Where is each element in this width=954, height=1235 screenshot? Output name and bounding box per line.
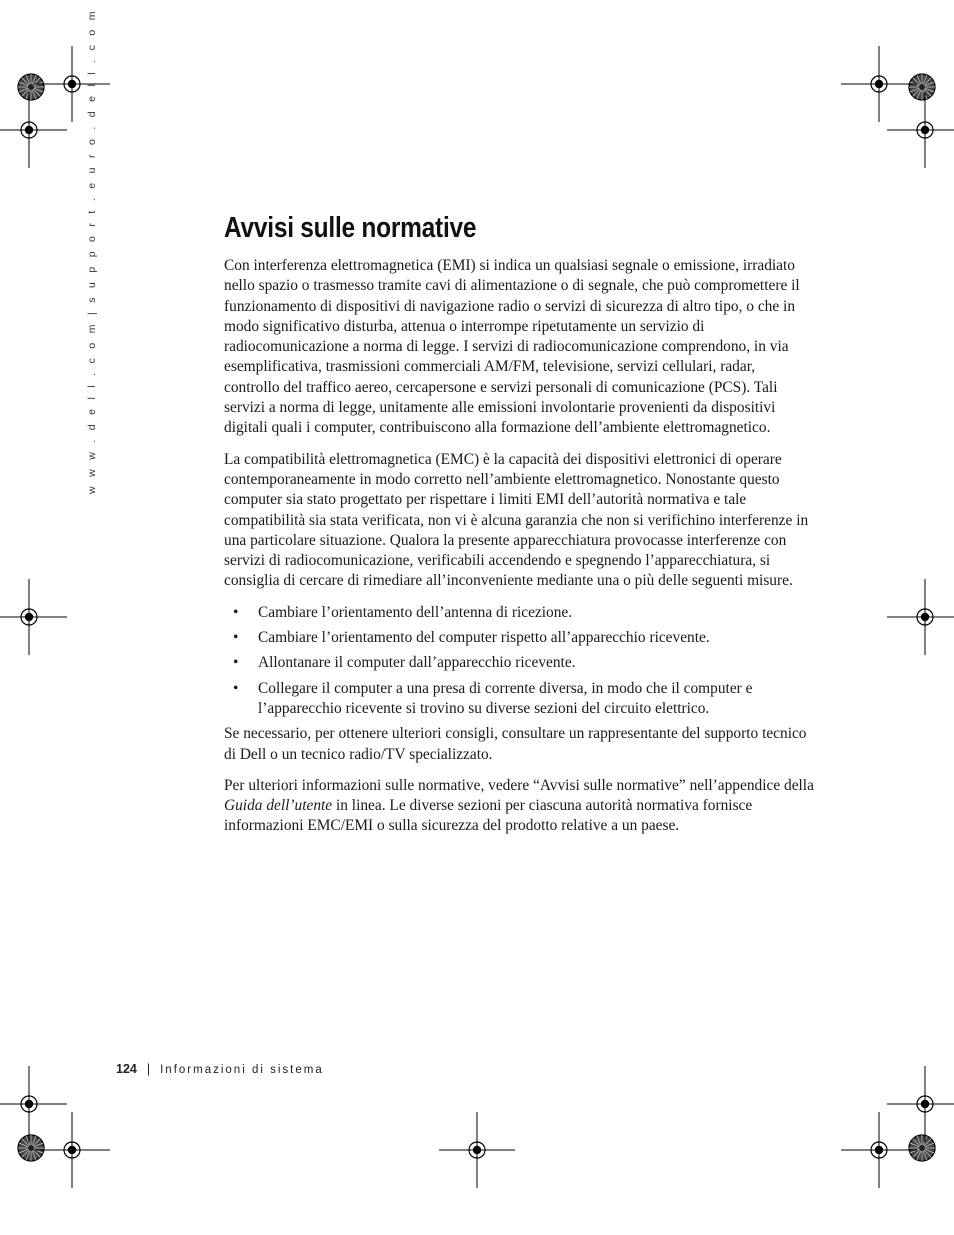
registration-mark-icon	[0, 1066, 67, 1142]
registration-mark-icon	[439, 1112, 515, 1188]
guide-title-reference: Guida dell’utente	[224, 797, 333, 815]
footer-separator: |	[146, 1062, 151, 1076]
list-item-text: Cambiare l’orientamento dell’antenna di ricezione.	[258, 603, 573, 621]
color-bar-star-icon	[909, 1135, 935, 1161]
registration-mark-icon	[0, 92, 67, 168]
bullet-list	[224, 603, 814, 719]
color-bar-star-icon	[909, 74, 935, 100]
body-content	[224, 256, 814, 848]
list-item-text: Cambiare l’orientamento del computer rispetto all’apparecchio ricevente.	[258, 629, 710, 647]
paragraph-text: Per ulteriori informazioni sulle normative, vedere “Avvisi sulle normative” nell’appendice della	[224, 776, 814, 794]
bullet-icon: •	[233, 654, 239, 672]
page-footer	[116, 1062, 324, 1076]
list-item	[224, 679, 814, 720]
list-item-text: Collegare il computer a una presa di corrente diversa, in modo che il computer e l’apparecchio ricevente si trovino su diverse sezioni del circuito elettrico.	[258, 679, 753, 717]
registration-mark-icon	[34, 1112, 110, 1188]
color-bar-star-icon	[18, 1135, 44, 1161]
paragraph	[224, 776, 814, 837]
registration-mark-icon	[0, 579, 67, 655]
paragraph: La compatibilità elettromagnetica (EMC) è la capacità dei dispositivi elettronici di operare contemporaneamente in modo corretto nell’ambiente elettromagnetico. Nonostante questo computer sia stato progettato per rispettare i limiti EMI dell’autorità normativa e tale compatibilità sia stata verificata, non vi è alcuna garanzia che non si verifichino interferenze in una particolare situazione. Qualora la presente apparecchiatura provocasse interferenze con servizi di radiocomunicazione, verificabili accendendo e spegnendo l’apparecchiatura, si consiglia di cercare di rimediare all’inconveniente mediante una o più delle seguenti misure.	[224, 450, 809, 590]
registration-mark-icon	[841, 1112, 917, 1188]
list-item	[224, 653, 814, 673]
registration-mark-icon	[841, 46, 917, 122]
paragraph: Se necessario, per ottenere ulteriori consigli, consultare un rappresentante del supporto tecnico di Dell o un tecnico radio/TV specializzato.	[224, 725, 807, 763]
list-item	[224, 628, 814, 648]
registration-mark-icon	[887, 92, 954, 168]
list-item-text: Allontanare il computer dall’apparecchio ricevente.	[258, 654, 576, 672]
registration-mark-icon	[887, 579, 954, 655]
registration-mark-icon	[887, 1066, 954, 1142]
section-name: Informazioni di sistema	[160, 1064, 324, 1076]
bullet-icon: •	[233, 629, 239, 647]
page-title: Avvisi sulle normative	[224, 212, 477, 244]
registration-mark-icon	[34, 46, 110, 122]
bullet-icon: •	[233, 679, 239, 697]
paragraph-text: in linea. Le diverse sezioni per ciascuna autorità normativa fornisce informazioni EMC/EMI o sulla sicurezza del prodotto relative a un paese.	[224, 797, 753, 835]
sidebar-url: w w w . d e l l . c o m | s u p p o r t . e u r o . d e l l . c o m	[86, 8, 98, 494]
page-number: 124	[116, 1062, 137, 1076]
bullet-icon: •	[233, 603, 239, 621]
paragraph: Con interferenza elettromagnetica (EMI) si indica un qualsiasi segnale o emissione, irradiato nello spazio o trasmesso tramite cavi di alimentazione o di segnale, che può compromettere il funzionamento di dispositivi di navigazione radio o servizi di sicurezza di altro tipo, o che in modo significativo disturba, attenua o interrompe ripetutamente un servizio di radiocomunicazione a norma di legge. I servizi di radiocomunicazione comprendono, in via esemplificativa, trasmissioni commerciali AM/FM, televisione, servizi cellulari, radar, controllo del traffico aereo, cercapersone e servizi personali di comunicazione (PCS). Tali servizi a norma di legge, unitamente alle emissioni involontarie provenienti da dispositivi digitali quali i computer, contribuiscono alla formazione dell’ambiente elettromagnetico.	[224, 257, 800, 437]
list-item	[224, 603, 814, 623]
color-bar-star-icon	[18, 74, 44, 100]
